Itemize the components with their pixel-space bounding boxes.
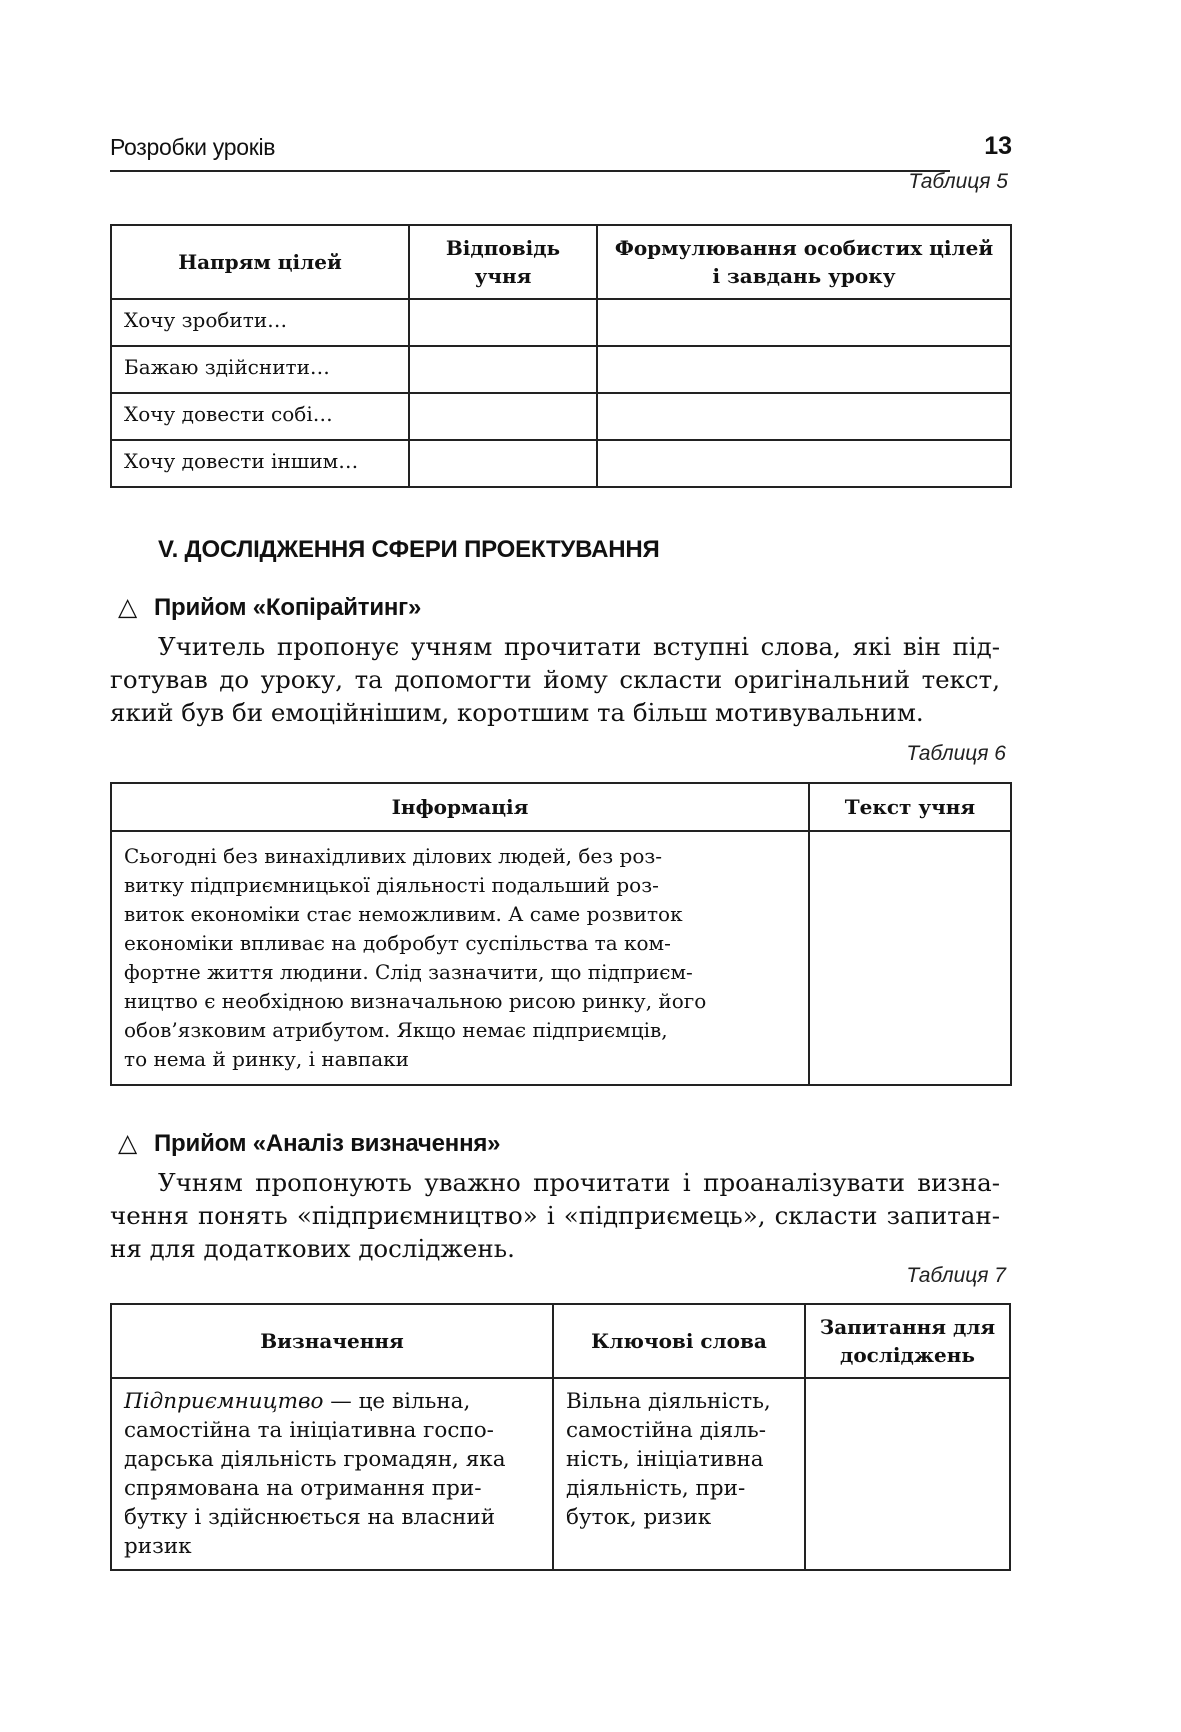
table6-info-cell <box>111 831 809 1085</box>
triangle-icon: △ <box>118 593 138 621</box>
cell-line: самостійна та ініціативна госпо- <box>124 1418 494 1443</box>
table5-cell <box>597 440 1011 487</box>
cell-line <box>124 1387 540 1416</box>
table7-header-definition: Визначення <box>111 1304 553 1378</box>
triangle-icon: △ <box>118 1129 138 1157</box>
table5-cell <box>409 299 597 346</box>
technique-definition-analysis-paragraph <box>110 1166 1000 1265</box>
table7-keywords-cell <box>553 1378 805 1570</box>
table5-cell <box>597 393 1011 440</box>
definition-first-line-rest: — це вільна, <box>323 1389 471 1414</box>
table5-cell <box>409 346 597 393</box>
table5-cell <box>597 299 1011 346</box>
table5-header-direction: Напрям цілей <box>111 225 409 299</box>
paragraph-line: Учитель пропонує учням прочитати вступні слова, які він під- <box>158 632 1000 661</box>
table7-caption: Таблиця 7 <box>906 1264 1006 1287</box>
table-row <box>111 393 1011 440</box>
page-number: 13 <box>984 132 1012 160</box>
running-title: Розробки уроків <box>110 134 276 160</box>
section-heading: V. ДОСЛІДЖЕННЯ СФЕРИ ПРОЕКТУВАННЯ <box>158 536 660 563</box>
cell-line: самостійна діяль- <box>566 1418 766 1443</box>
paragraph-line: чення понять «підприємництво» і «підприємець», скласти запитан- <box>110 1201 1000 1230</box>
table7-definition-cell <box>111 1378 553 1570</box>
cell-line: виток економіки стає неможливим. А саме розвиток <box>124 902 683 926</box>
page-header <box>110 130 1012 172</box>
table-row <box>111 831 1011 1085</box>
table5-header-answer: Відповідь учня <box>409 225 597 299</box>
cell-line: ництво є необхідною визначальною рисою ринку, його <box>124 989 707 1013</box>
table7-questions-cell <box>805 1378 1010 1570</box>
table5-cell: Хочу довести іншим… <box>111 440 409 487</box>
table-row <box>111 346 1011 393</box>
table5-header-formulation: Формулювання особистих цілей і завдань уроку <box>597 225 1011 299</box>
paragraph-line: готував до уроку, та допомогти йому скласти оригінальний текст, <box>110 665 1000 694</box>
table-row <box>111 1378 1010 1570</box>
cell-line: Вільна діяльність, <box>566 1389 771 1414</box>
cell-line: діяльність, при- <box>566 1476 746 1501</box>
technique-title-text: Прийом «Копірайтинг» <box>154 594 422 621</box>
cell-line: спрямована на отримання при- <box>124 1476 482 1501</box>
cell-line: фортне життя людини. Слід зазначити, що підприєм- <box>124 960 693 984</box>
cell-line: економіки впливає на добробут суспільства та ком- <box>124 931 671 955</box>
table5-cell: Бажаю здійснити… <box>111 346 409 393</box>
table5-cell <box>597 346 1011 393</box>
technique-title-text: Прийом «Аналіз визначення» <box>154 1130 501 1157</box>
technique-copywriting-paragraph <box>110 630 1000 729</box>
table7-header-questions: Запитання для досліджень <box>805 1304 1010 1378</box>
paragraph-line: ня для додаткових досліджень. <box>110 1234 515 1263</box>
paragraph-line: який був би емоційнішим, коротшим та більш мотивувальним. <box>110 698 924 727</box>
cell-line: витку підприємницької діяльності подальший роз- <box>124 873 659 897</box>
table5-cell <box>409 440 597 487</box>
paragraph-line: Учням пропонують уважно прочитати і проаналізувати визна- <box>158 1168 1000 1197</box>
table5-cell <box>409 393 597 440</box>
cell-line: бутку і здійснюється на власний <box>124 1505 496 1530</box>
technique-copywriting-title <box>118 592 421 622</box>
table5-cell: Хочу довести собі… <box>111 393 409 440</box>
table6-header-student-text: Текст учня <box>809 783 1011 831</box>
defined-term: Підприємництво <box>124 1389 324 1414</box>
cell-line: Сьогодні без винахідливих ділових людей, без роз- <box>124 844 663 868</box>
cell-line: ність, ініціативна <box>566 1447 764 1472</box>
table6-caption: Таблиця 6 <box>906 742 1006 765</box>
table7 <box>110 1303 1011 1571</box>
table5 <box>110 224 1012 488</box>
table6 <box>110 782 1012 1086</box>
table5-cell: Хочу зробити… <box>111 299 409 346</box>
table5-caption: Таблиця 5 <box>908 170 1008 193</box>
technique-definition-analysis-title <box>118 1128 500 1158</box>
table-row <box>111 299 1011 346</box>
table-row <box>111 440 1011 487</box>
cell-line: обов’язковим атрибутом. Якщо немає підприємців, <box>124 1018 668 1042</box>
table7-header-keywords: Ключові слова <box>553 1304 805 1378</box>
cell-line: то нема й ринку, і навпаки <box>124 1047 409 1071</box>
cell-line: ризик <box>124 1534 192 1559</box>
table6-header-info: Інформація <box>111 783 809 831</box>
cell-line: дарська діяльність громадян, яка <box>124 1447 506 1472</box>
cell-line: буток, ризик <box>566 1505 712 1530</box>
table6-student-text-cell <box>809 831 1011 1085</box>
